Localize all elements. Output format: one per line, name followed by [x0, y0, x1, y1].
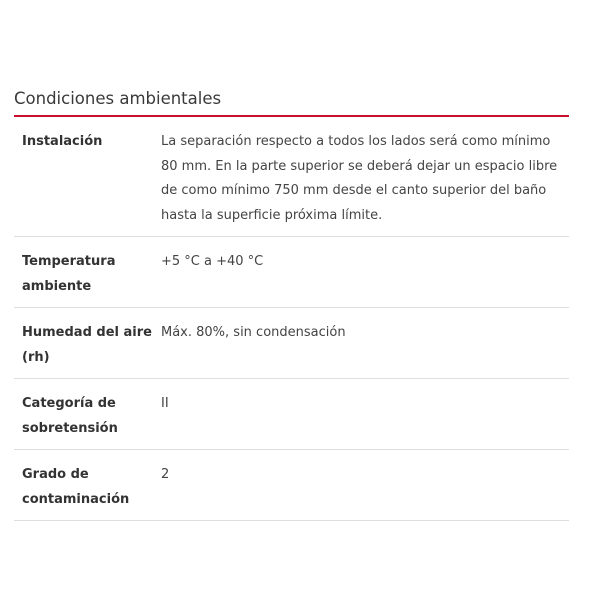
spec-label: Instalación [14, 117, 161, 237]
spec-table [14, 117, 569, 521]
spec-row-ambient-temperature [14, 237, 569, 308]
spec-value: II [161, 379, 569, 450]
environmental-conditions-section [14, 88, 569, 521]
spec-value: 2 [161, 450, 569, 521]
spec-value: +5 °C a +40 °C [161, 237, 569, 308]
spec-label: Temperatura ambiente [14, 237, 161, 308]
spec-value: Máx. 80%, sin condensación [161, 308, 569, 379]
section-title: Condiciones ambientales [14, 88, 569, 117]
spec-row-installation [14, 117, 569, 237]
spec-row-air-humidity [14, 308, 569, 379]
spec-label: Categoría de sobretensión [14, 379, 161, 450]
spec-label: Grado de contaminación [14, 450, 161, 521]
spec-row-pollution-degree [14, 450, 569, 521]
spec-value: La separación respecto a todos los lados será como mínimo 80 mm. En la parte superior se deberá dejar un espacio libre de como mínimo 750 mm desde el canto superior del baño hasta la superficie próxima límite. [161, 117, 569, 237]
spec-row-overvoltage-category [14, 379, 569, 450]
spec-label: Humedad del aire (rh) [14, 308, 161, 379]
